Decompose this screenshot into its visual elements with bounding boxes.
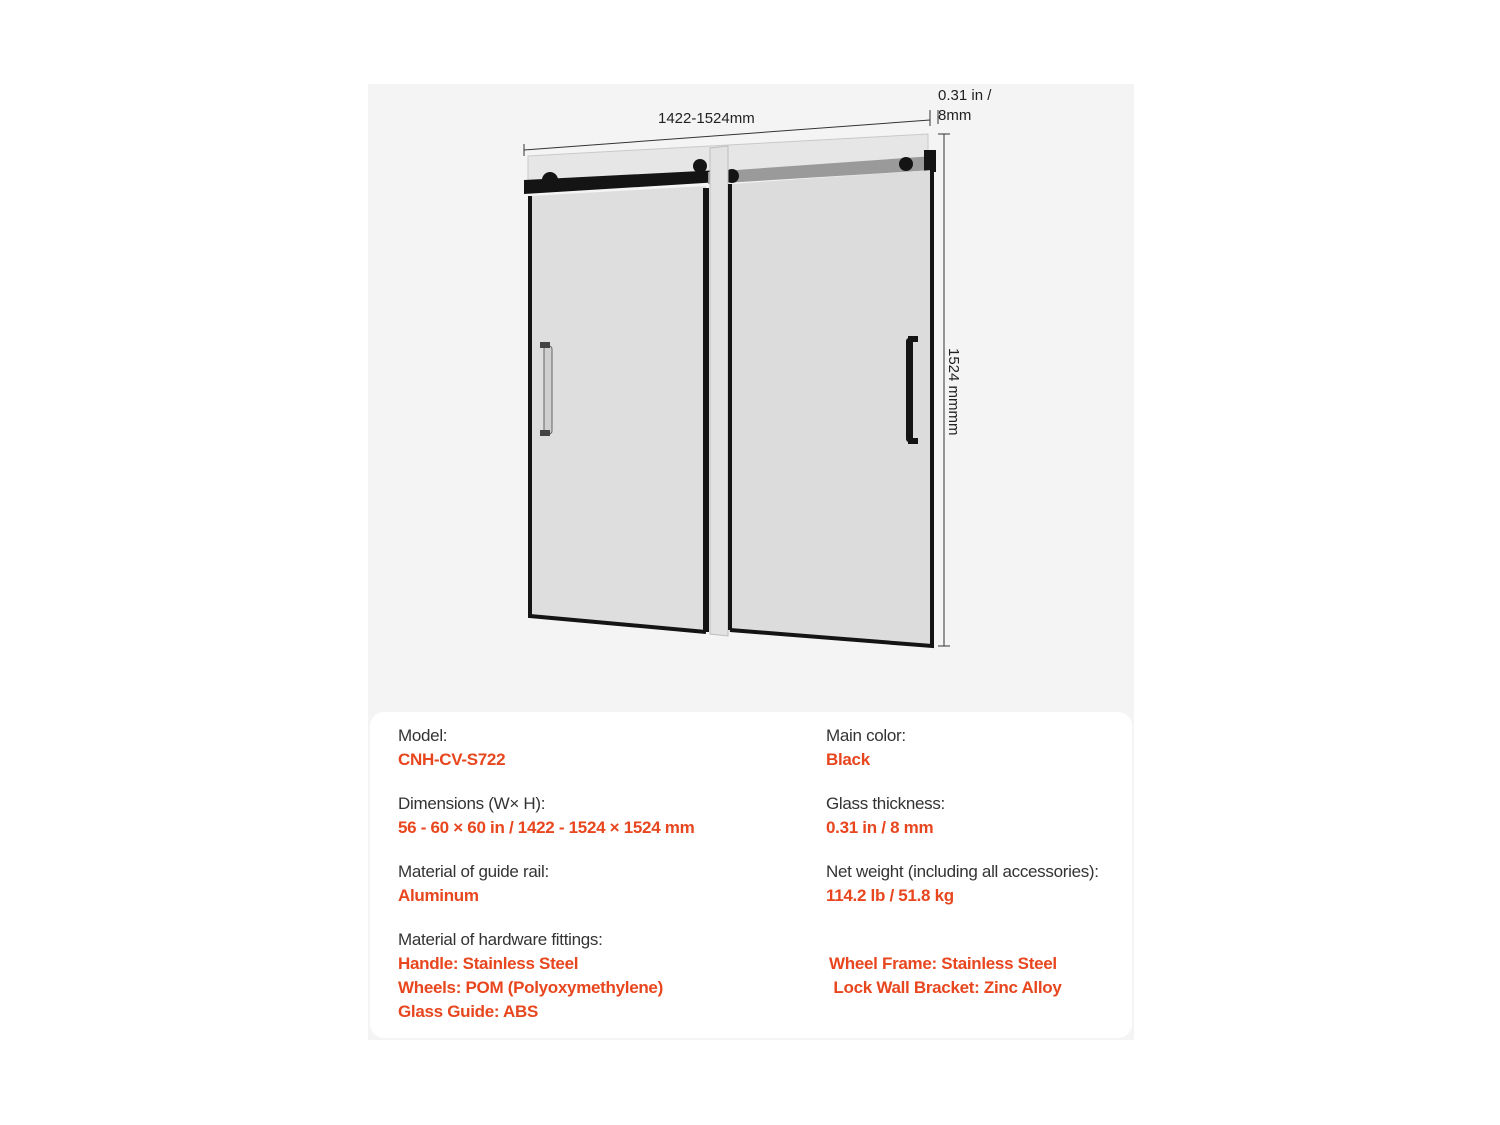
spec-value: 56 - 60 × 60 in / 1422 - 1524 × 1524 mm: [398, 818, 695, 837]
height-dimension-label: 1524 mmmm: [945, 348, 962, 436]
width-dimension-label: 1422-1524mm: [658, 110, 755, 127]
hardware-item: Wheels: POM (Polyoxymethylene): [398, 978, 663, 997]
spec-label: Dimensions (W× H):: [398, 794, 546, 813]
spec-hardware: [398, 928, 663, 1024]
spec-value: Aluminum: [398, 886, 479, 905]
rail-end-cap: [924, 150, 936, 172]
roller-icon: [693, 159, 707, 173]
spec-value-list: [829, 952, 1062, 1000]
thickness-label-line2: 8mm: [938, 107, 972, 124]
product-card: [368, 84, 1134, 1040]
spec-value: Black: [826, 750, 870, 769]
spec-guide-rail: [398, 860, 549, 908]
specifications-panel: [370, 712, 1132, 1038]
spec-net-weight: [826, 860, 1099, 908]
spec-dimensions: [398, 792, 694, 840]
spec-value: 0.31 in / 8 mm: [826, 818, 934, 837]
spec-hardware-right: [829, 952, 1062, 1000]
spec-glass-thickness: [826, 792, 945, 840]
spec-value: CNH-CV-S722: [398, 750, 506, 769]
spec-label: Main color:: [826, 726, 906, 745]
thickness-dimension-marks: [930, 110, 938, 124]
shower-door-diagram: [368, 84, 1134, 714]
spec-value: 114.2 lb / 51.8 kg: [826, 886, 954, 905]
right-glass-panel: [730, 170, 932, 646]
spec-label: Material of hardware fittings:: [398, 930, 603, 949]
thickness-dimension-label: [938, 86, 1018, 126]
spec-main-color: [826, 724, 906, 772]
spec-model: [398, 724, 505, 772]
hardware-item: Handle: Stainless Steel: [398, 954, 579, 973]
center-post: [710, 146, 728, 636]
shower-door-drawing: [368, 84, 1134, 714]
spec-label: Material of guide rail:: [398, 862, 549, 881]
hardware-item: Glass Guide: ABS: [398, 1002, 539, 1021]
spec-label: Glass thickness:: [826, 794, 945, 813]
hardware-item: Lock Wall Bracket: Zinc Alloy: [829, 978, 1062, 997]
hardware-item: Wheel Frame: Stainless Steel: [829, 954, 1057, 973]
thickness-label-line1: 0.31 in /: [938, 87, 992, 104]
roller-icon: [542, 172, 558, 188]
spec-label: Model:: [398, 726, 448, 745]
left-glass-panel: [530, 186, 706, 632]
roller-icon: [899, 157, 913, 171]
spec-value-list: [398, 952, 663, 1024]
spec-label: Net weight (including all accessories):: [826, 862, 1099, 881]
